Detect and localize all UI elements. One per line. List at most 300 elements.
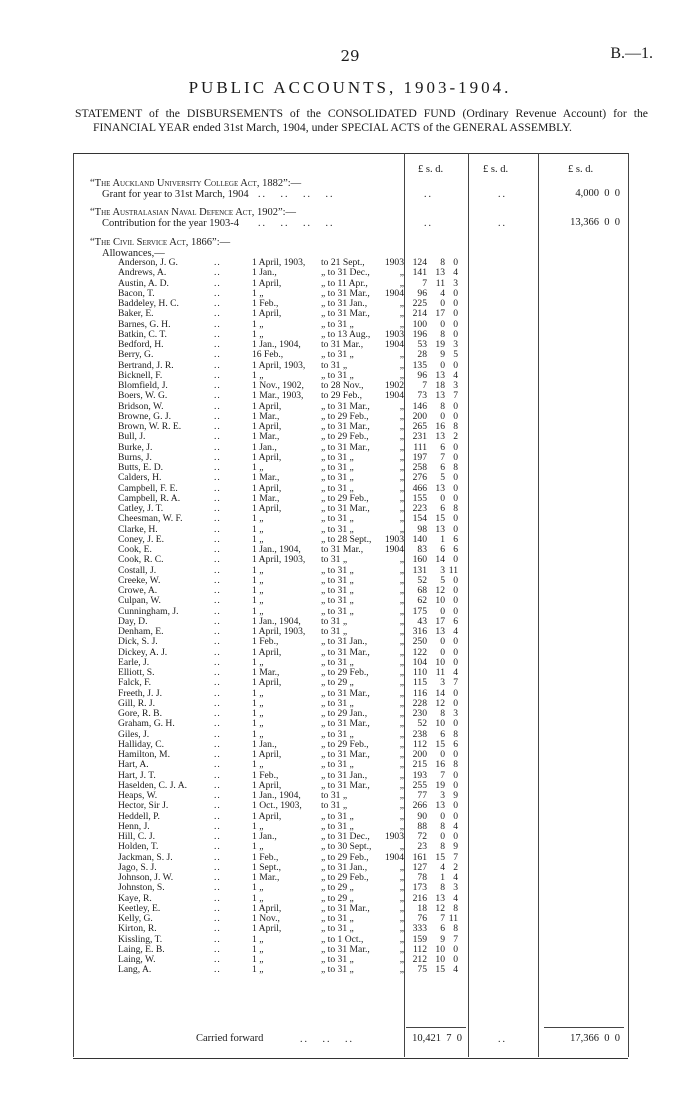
allowance-name: Dick, S. J. (118, 636, 158, 648)
table-row (0, 668, 700, 678)
period-from: 1 „ (252, 841, 264, 853)
amount-pence: 8 (453, 728, 458, 740)
amount-shillings: 7 (440, 451, 445, 463)
allowance-name: Graham, G. H. (118, 718, 175, 730)
leader-dots: .. (498, 1034, 507, 1045)
period-year: „ (399, 410, 404, 422)
period-to: „ to 29 Feb., (321, 872, 369, 883)
amount-shillings: 16 (435, 759, 445, 771)
leader-dots: .. (214, 605, 221, 617)
amount-shillings: 3 (440, 564, 445, 576)
amount-pence: 11 (448, 564, 458, 576)
leader-dots: .. (214, 892, 221, 904)
period-from: 1 Mar., (252, 472, 280, 484)
amount-auckland: 4,000 0 0 (575, 188, 620, 199)
period-from: 1 „ (252, 728, 264, 740)
amount-pence: 7 (453, 390, 458, 402)
period-from: 1 „ (252, 687, 264, 699)
table-row (0, 330, 700, 340)
table-row (0, 484, 700, 494)
period-from: 1 „ (252, 523, 264, 535)
amount-shillings: 6 (440, 441, 445, 453)
period-to: to 31 „ (321, 790, 348, 801)
period-to: „ to 31 Dec., (321, 267, 370, 279)
allowance-name: Bridson, W. (118, 400, 164, 412)
table-row (0, 719, 700, 729)
allowance-name: Campbell, F. E. (118, 482, 178, 494)
allowance-name: Cook, E. (118, 544, 152, 555)
allowance-name: Falck, F. (118, 677, 152, 689)
table-row (0, 555, 700, 565)
leader-dots: .. (214, 820, 221, 832)
period-from: 1 Feb., (252, 769, 279, 781)
table-row (0, 268, 700, 278)
amount-pence: 3 (453, 882, 458, 894)
amount-pounds: 160 (412, 554, 427, 566)
allowance-name: Keetley, E. (118, 902, 161, 914)
period-year: „ (399, 718, 404, 730)
allowance-name: Bull, J. (118, 431, 146, 443)
amount-pounds: 250 (412, 636, 427, 648)
allowance-name: Burke, J. (118, 441, 153, 453)
table-row (0, 812, 700, 822)
amount-pence: 8 (453, 923, 458, 935)
allowance-name: Hill, C. J. (118, 831, 156, 842)
period-to: „ to 31 Mar., (321, 441, 370, 453)
amount-pence: 7 (453, 933, 458, 945)
amount-shillings: 0 (440, 318, 445, 330)
period-from: 1 April, 1903, (252, 257, 306, 268)
period-year: „ (399, 820, 404, 832)
period-to: „ to 31 Mar., (321, 749, 370, 760)
table-row (0, 791, 700, 801)
allowance-name: Jackman, S. J. (118, 851, 173, 863)
amount-pounds: 7 (422, 380, 427, 391)
amount-pence: 6 (453, 544, 458, 555)
period-year: 1903 (384, 533, 404, 545)
period-year: „ (399, 687, 404, 699)
amount-pence: 0 (453, 400, 458, 412)
period-year: „ (399, 646, 404, 658)
amount-pounds: 255 (412, 779, 427, 791)
period-year: „ (399, 728, 404, 740)
period-to: „ to 29 „ (321, 677, 354, 689)
period-to: „ to 31 Mar., (321, 943, 370, 955)
allowance-name: Bicknell, F. (118, 369, 163, 381)
period-to: „ to 29 Jan., (321, 708, 368, 719)
allowance-name: Baker, E. (118, 308, 154, 320)
amount-shillings: 8 (440, 820, 445, 832)
allowance-name: Anderson, J. G. (118, 257, 178, 268)
leader-dots: .. (214, 759, 221, 771)
table-row (0, 617, 700, 627)
leader-dots: .. (214, 728, 221, 740)
column-header-1: £ s. d. (418, 164, 444, 175)
document-reference: B.—1. (610, 45, 653, 62)
amount-pounds: 104 (412, 656, 427, 668)
period-year: 1904 (384, 287, 404, 299)
allowance-name: Kaye, R. (118, 892, 152, 904)
table-row (0, 361, 700, 371)
amount-pence: 0 (453, 492, 458, 504)
table-row (0, 586, 700, 596)
amount-shillings: 10 (435, 954, 445, 965)
amount-pounds: 154 (412, 513, 427, 525)
amount-pounds: 18 (417, 902, 427, 914)
leader-dots: .. (214, 287, 221, 299)
period-year: „ (399, 697, 404, 709)
table-row (0, 309, 700, 319)
amount-shillings: 5 (440, 574, 445, 586)
amount-shillings: 14 (435, 554, 445, 566)
allowance-name: Bertrand, J. R. (118, 359, 174, 371)
allowance-name: Heddell, P. (118, 810, 160, 822)
amount-pounds: 88 (417, 820, 427, 832)
amount-pounds: 52 (417, 574, 427, 586)
amount-pence: 0 (453, 646, 458, 658)
amount-shillings: 14 (435, 687, 445, 699)
period-from: 1 „ (252, 656, 264, 668)
amount-pounds: 77 (417, 790, 427, 801)
table-row (0, 924, 700, 934)
page-number: 29 (340, 47, 360, 65)
amount-shillings: 7 (440, 769, 445, 781)
amount-pounds: 122 (412, 646, 427, 658)
total-rule (406, 1027, 466, 1028)
period-year: „ (399, 810, 404, 822)
period-from: 1 April, 1903, (252, 626, 306, 637)
leader-dots: .. (214, 646, 221, 658)
period-from: 1 Jan., 1904, (252, 544, 301, 555)
amount-pounds: 238 (412, 728, 427, 740)
period-to: to 31 „ (321, 626, 348, 637)
period-from: 1 April, (252, 277, 282, 289)
amount-pence: 9 (453, 841, 458, 853)
period-year: „ (399, 277, 404, 289)
amount-pounds: 212 (412, 954, 427, 965)
table-row (0, 945, 700, 955)
period-year: „ (399, 656, 404, 668)
period-to: „ to 31 Jan., (321, 769, 368, 781)
amount-pence: 0 (453, 308, 458, 320)
table-row (0, 709, 700, 719)
period-year: „ (399, 298, 404, 309)
allowance-name: Berry, G. (118, 349, 154, 361)
period-from: 1 Mar., 1903, (252, 390, 304, 402)
leader-dots: .. (214, 933, 221, 945)
amount-pence: 0 (453, 451, 458, 463)
amount-pounds: 96 (417, 369, 427, 381)
amount-pounds: 23 (417, 841, 427, 853)
allowance-name: Baddeley, H. C. (118, 298, 179, 309)
allowance-name: Giles, J. (118, 728, 150, 740)
period-from: 1 Nov., 1902, (252, 380, 304, 391)
amount-pounds: 173 (412, 882, 427, 894)
leader-dots: .. (214, 257, 221, 268)
table-row (0, 935, 700, 945)
table-row (0, 473, 700, 483)
amount-pence: 0 (453, 687, 458, 699)
period-from: 1 Feb., (252, 636, 279, 648)
period-year: „ (399, 749, 404, 760)
period-from: 1 April, 1903, (252, 359, 306, 371)
amount-pounds: 161 (412, 851, 427, 863)
amount-pence: 0 (453, 554, 458, 566)
amount-pence: 0 (453, 585, 458, 596)
amount-pence: 8 (453, 902, 458, 914)
amount-pounds: 266 (412, 800, 427, 812)
statement-heading: STATEMENT of the DISBURSEMENTS of the CONSOLIDATED FUND (Ordinary Revenue Account) for the FINANCIAL YEAR ended 31st March, 1904, under SPECIAL ACTS of the GENERAL ASSEMBLY. (75, 107, 648, 134)
period-from: 1 April, (252, 923, 282, 935)
period-year: „ (399, 318, 404, 330)
leader-dots: .. .. .. .. (258, 189, 335, 200)
period-from: 1 April, (252, 902, 282, 914)
leader-dots: .. (214, 482, 221, 494)
amount-shillings: 15 (435, 738, 445, 750)
period-from: 1 Jan., 1904, (252, 339, 301, 350)
section-civil-service (90, 237, 230, 259)
amount-pence: 0 (453, 441, 458, 453)
period-to: „ to 30 Sept., (321, 841, 372, 853)
amount-shillings: 10 (435, 595, 445, 607)
period-year: 1903 (384, 831, 404, 842)
amount-shillings: 17 (435, 615, 445, 627)
period-from: 1 „ (252, 513, 264, 525)
table-row (0, 350, 700, 360)
period-from: 1 April, (252, 308, 282, 320)
amount-pence: 0 (453, 513, 458, 525)
amount-pence: 0 (453, 800, 458, 812)
section-title: “The Auckland University College Act, 1882”:— (90, 178, 302, 189)
period-from: 1 „ (252, 759, 264, 771)
period-to: „ to 31 „ (321, 759, 354, 771)
leader-dots: .. (214, 339, 221, 350)
leader-dots: .. (214, 831, 221, 842)
period-to: „ to 29 „ (321, 882, 354, 894)
leader-dots: .. (214, 800, 221, 812)
period-to: „ to 31 Mar., (321, 503, 370, 514)
period-year: „ (399, 800, 404, 812)
period-year: „ (399, 769, 404, 781)
allowance-name: Burns, J. (118, 451, 152, 463)
amount-pence: 4 (453, 872, 458, 883)
period-to: „ to 31 Jan., (321, 861, 368, 873)
period-year: 1903 (384, 328, 404, 340)
amount-pounds: 200 (412, 749, 427, 760)
amount-shillings: 0 (440, 605, 445, 617)
table-row (0, 760, 700, 770)
period-year: „ (399, 636, 404, 648)
period-to: „ to 31 „ (321, 595, 354, 607)
leader-dots: .. (214, 943, 221, 955)
allowance-name: Bedford, H. (118, 339, 164, 350)
amount-shillings: 19 (435, 779, 445, 791)
period-year: 1904 (384, 544, 404, 555)
amount-pounds: 193 (412, 769, 427, 781)
period-to: „ to 31 „ (321, 728, 354, 740)
amount-pounds: 200 (412, 410, 427, 422)
period-from: 1 Mar., (252, 872, 280, 883)
amount-shillings: 1 (440, 872, 445, 883)
amount-pence: 0 (453, 656, 458, 668)
table-row (0, 443, 700, 453)
table-row (0, 320, 700, 330)
leader-dots: .. (424, 218, 433, 229)
amount-pounds: 466 (412, 482, 427, 494)
amount-pounds: 127 (412, 861, 427, 873)
leader-dots: .. (214, 523, 221, 535)
amount-pence: 0 (453, 749, 458, 760)
period-from: 1 Feb., (252, 298, 279, 309)
amount-shillings: 6 (440, 544, 445, 555)
period-year: „ (399, 472, 404, 484)
amount-shillings: 15 (435, 513, 445, 525)
leader-dots: .. (214, 400, 221, 412)
amount-pounds: 276 (412, 472, 427, 484)
table-row (0, 658, 700, 668)
amount-pounds: 112 (412, 943, 427, 955)
amount-shillings: 0 (440, 298, 445, 309)
period-year: „ (399, 308, 404, 320)
period-year: 1903 (384, 257, 404, 268)
amount-pounds: 98 (417, 523, 427, 535)
leader-dots: .. (214, 574, 221, 586)
period-from: 1 April, (252, 749, 282, 760)
amount-pounds: 62 (417, 595, 427, 607)
allowance-name: Campbell, R. A. (118, 492, 181, 504)
amount-pence: 0 (453, 697, 458, 709)
allowance-name: Henn, J. (118, 820, 150, 832)
allowance-name: Culpan, W. (118, 595, 161, 607)
amount-pence: 0 (453, 318, 458, 330)
allowance-name: Cunningham, J. (118, 605, 179, 617)
period-year: „ (399, 708, 404, 719)
period-year: 1902 (384, 380, 404, 391)
period-to: „ to 1 Oct., (321, 933, 364, 945)
table-row (0, 607, 700, 617)
amount-shillings: 11 (435, 667, 445, 678)
amount-pounds: 258 (412, 462, 427, 473)
period-from: 1 „ (252, 595, 264, 607)
leader-dots: .. (214, 872, 221, 883)
period-from: 1 Jan., (252, 441, 277, 453)
table-row (0, 873, 700, 883)
period-to: to 31 Mar., (321, 544, 364, 555)
period-to: „ to 31 „ (321, 697, 354, 709)
period-year: „ (399, 400, 404, 412)
allowance-name: Brown, W. R. E. (118, 421, 182, 432)
table-row (0, 576, 700, 586)
period-to: to 31 „ (321, 554, 348, 566)
period-to: „ to 31 „ (321, 318, 354, 330)
carried-forward-col3: 17,366 0 0 (570, 1033, 620, 1044)
amount-shillings: 15 (435, 964, 445, 976)
period-to: „ to 31 „ (321, 574, 354, 586)
period-year: „ (399, 574, 404, 586)
amount-pence: 6 (453, 738, 458, 750)
period-year: 1904 (384, 851, 404, 863)
period-to: „ to 29 Feb., (321, 667, 369, 678)
amount-pence: 0 (453, 954, 458, 965)
period-to: „ to 31 „ (321, 656, 354, 668)
section-line: Grant for year to 31st March, 1904 (102, 189, 249, 200)
amount-pounds: 28 (417, 349, 427, 361)
amount-pounds: 214 (412, 308, 427, 320)
period-from: 1 April, (252, 421, 282, 432)
amount-pounds: 112 (412, 738, 427, 750)
amount-pence: 7 (453, 677, 458, 689)
amount-pence: 4 (453, 267, 458, 279)
table-row (0, 453, 700, 463)
amount-pence: 8 (453, 462, 458, 473)
amount-pence: 11 (448, 913, 458, 924)
amount-shillings: 12 (435, 585, 445, 596)
amount-shillings: 10 (435, 656, 445, 668)
period-to: „ to 31 „ (321, 964, 354, 976)
table-row (0, 740, 700, 750)
amount-pounds: 265 (412, 421, 427, 432)
period-to: „ to 31 „ (321, 349, 354, 361)
amount-pounds: 72 (417, 831, 427, 842)
period-to: „ to 31 „ (321, 923, 354, 935)
leader-dots: .. (214, 492, 221, 504)
period-from: 1 „ (252, 533, 264, 545)
table-row (0, 494, 700, 504)
allowance-name: Hart, J. T. (118, 769, 156, 781)
table-row (0, 863, 700, 873)
amount-pence: 0 (453, 595, 458, 607)
page-title: PUBLIC ACCOUNTS, 1903-1904. (188, 78, 512, 97)
amount-pence: 5 (453, 349, 458, 361)
allowance-name: Lang, A. (118, 964, 152, 976)
leader-dots: .. (214, 913, 221, 924)
amount-shillings: 6 (440, 462, 445, 473)
period-to: „ to 29 Feb., (321, 851, 369, 863)
amount-pence: 7 (453, 851, 458, 863)
leader-dots: .. (214, 390, 221, 402)
amount-pence: 4 (453, 964, 458, 976)
period-year: „ (399, 492, 404, 504)
amount-shillings: 12 (435, 902, 445, 914)
period-year: „ (399, 595, 404, 607)
allowance-name: Barnes, G. H. (118, 318, 171, 330)
amount-pence: 0 (453, 287, 458, 299)
table-row (0, 340, 700, 350)
table-row (0, 402, 700, 412)
allowance-name: Cook, R. C. (118, 554, 164, 566)
period-from: 1 „ (252, 820, 264, 832)
table-row (0, 883, 700, 893)
period-year: „ (399, 841, 404, 853)
amount-shillings: 15 (435, 851, 445, 863)
period-year: „ (399, 503, 404, 514)
period-from: 1 „ (252, 697, 264, 709)
amount-shillings: 0 (440, 359, 445, 371)
leader-dots: .. (214, 328, 221, 340)
amount-pence: 9 (453, 790, 458, 801)
column-header-3: £ s. d. (568, 164, 594, 175)
amount-pounds: 223 (412, 503, 427, 514)
amount-pounds: 146 (412, 400, 427, 412)
leader-dots: .. (214, 472, 221, 484)
amount-shillings: 3 (440, 677, 445, 689)
period-from: 1 „ (252, 328, 264, 340)
leader-dots: .. (214, 421, 221, 432)
amount-pounds: 78 (417, 872, 427, 883)
period-to: „ to 31 „ (321, 462, 354, 473)
leader-dots: .. (214, 687, 221, 699)
table-row (0, 832, 700, 842)
